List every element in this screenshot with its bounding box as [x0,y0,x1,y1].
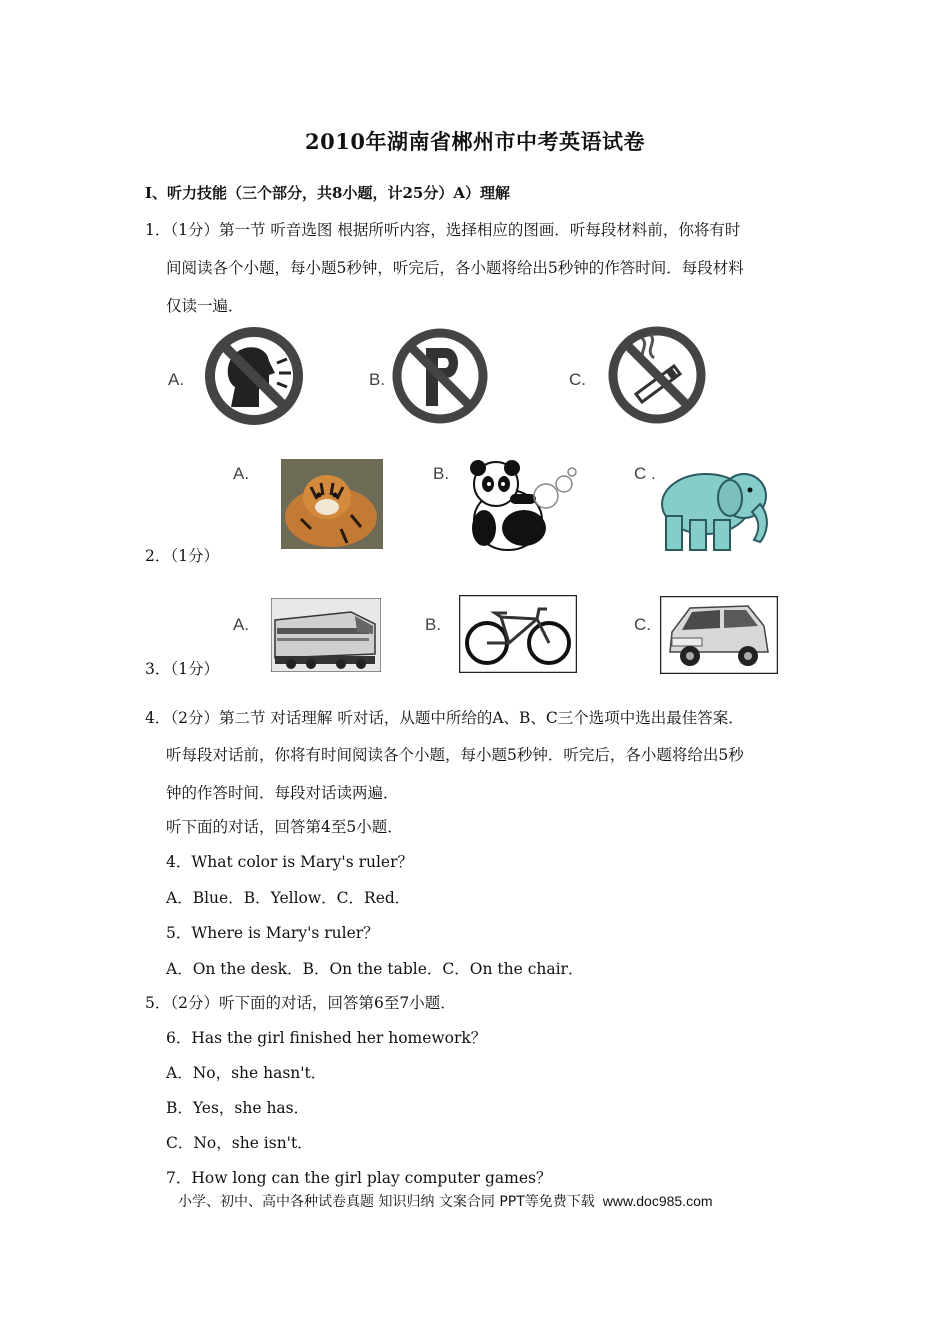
footer-text: 小学、初中、高中各种试卷真题 知识归纳 文案合同 PPT等免费下载 [178,1194,595,1210]
bicycle-image [459,595,577,673]
q5-option-b: B．Yes，she has． [166,1099,310,1117]
train-image [271,598,381,672]
q1-option-b-label: B. [369,370,386,389]
elephant-image [656,460,776,556]
q5-option-c: C．No，she isn't． [166,1134,313,1152]
section-heading: I、听力技能（三个部分，共8小题，计25分）A）理解 [145,184,510,202]
q1-line2: 间阅读各个小题，每小题5秒钟，听完后，各小题将给出5秒钟的作答时间．每段材料 [166,259,744,277]
page-title: 2010年湖南省郴州市中考英语试卷 [305,129,645,154]
no-smoking-icon [606,324,708,426]
car-image [660,596,778,674]
q4-line1: 4．（2分）第二节 对话理解 听对话，从题中所给的A、B、C三个选项中选出最佳答案． [145,709,744,727]
no-talking-icon [203,325,305,427]
q1-option-a-label: A. [168,370,185,389]
footer [178,1191,713,1211]
q4-sub1: 4．What color is Mary's ruler？ [166,853,414,871]
q2-option-c-label: C . [634,464,656,483]
q4-sub1-options: A．Blue．B．Yellow．C．Red． [166,889,411,907]
q3-label: 3．（1分） [145,660,219,678]
q5-line1: 5．（2分）听下面的对话，回答第6至7小题． [145,994,456,1012]
q1-option-c-label: C. [569,370,586,389]
no-parking-icon [390,326,490,426]
q4-sub2-options: A．On the desk．B．On the table．C．On the chair． [166,960,584,978]
q1-line3: 仅读一遍． [166,297,244,315]
q5-option-a: A．No，she hasn't． [166,1064,327,1082]
q4-line4: 听下面的对话，回答第4至5小题． [166,818,403,836]
tiger-image [281,459,383,549]
q2-option-a-label: A. [233,464,250,483]
q2-option-b-label: B. [433,464,450,483]
q4-line3: 钟的作答时间．每段对话读两遍． [166,784,399,802]
q4-sub2: 5．Where is Mary's ruler？ [166,924,379,942]
q1-line1: 1．（1分）第一节 听音选图 根据所听内容，选择相应的图画．听每段材料前，你将有时 [145,221,741,239]
q3-option-b-label: B. [425,615,442,634]
panda-image [462,458,578,556]
footer-url[interactable]: www.doc985.com [602,1193,713,1209]
q4-line2: 听每段对话前，你将有时间阅读各个小题，每小题5秒钟．听完后，各小题将给出5秒 [166,746,744,764]
q5-sub2: 7．How long can the girl play computer games？ [166,1169,552,1187]
q2-label: 2．（1分） [145,547,219,565]
q5-sub1: 6．Has the girl finished her homework？ [166,1029,487,1047]
q3-option-c-label: C. [634,615,651,634]
q3-option-a-label: A. [233,615,250,634]
